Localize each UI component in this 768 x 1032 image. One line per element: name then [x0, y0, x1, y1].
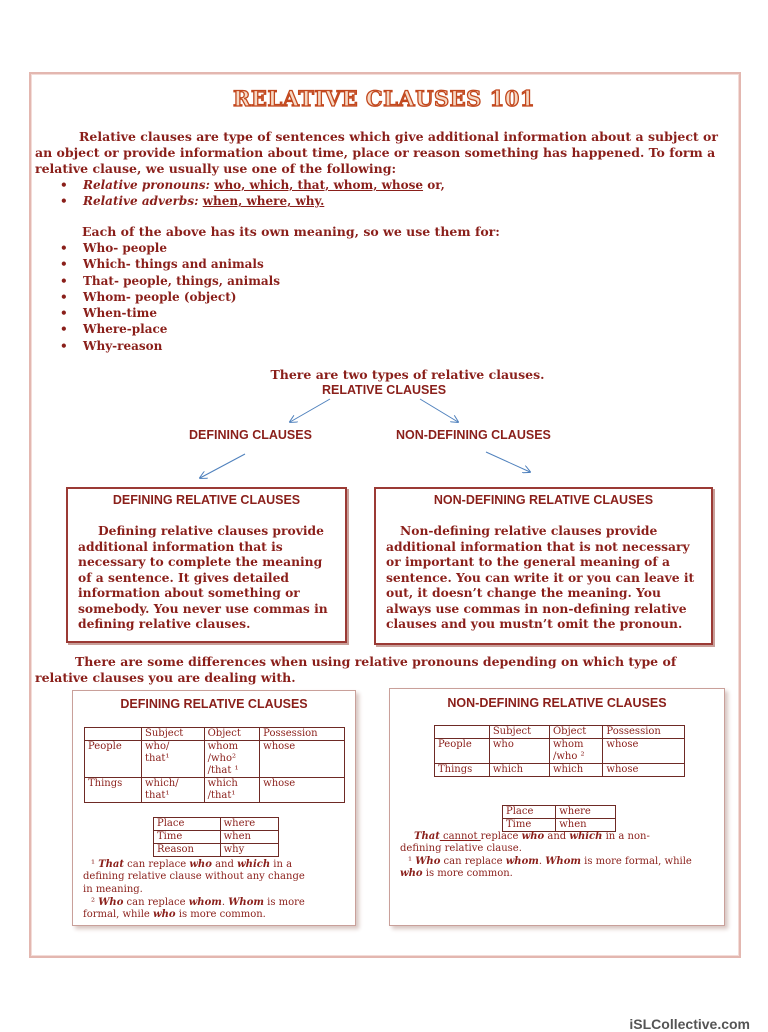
- table-cell: Time: [154, 831, 221, 844]
- nondefining-note: That cannot replace who and which in a non- defining relative clause. ¹ Who can replace whom. Whom is more formal, while who is more common.: [400, 831, 692, 879]
- meanings-intro: Each of the above has its own meaning, so we use them for:: [82, 224, 500, 239]
- text-line: or important to the general meaning of a: [386, 554, 670, 569]
- table-cell: whose: [260, 778, 345, 803]
- differences-paragraph: [35, 654, 740, 686]
- meaning-item: • When-time: [60, 306, 157, 321]
- defining-table-title: DEFINING RELATIVE CLAUSES: [120, 697, 308, 711]
- table-cell: People: [85, 741, 142, 778]
- table-header-cell: Object: [204, 728, 260, 741]
- table-cell: Time: [503, 819, 556, 832]
- table-row: [435, 739, 685, 764]
- nondefining-pronoun-table: [434, 725, 685, 777]
- table-header-cell: [435, 726, 490, 739]
- nondefining-box: [374, 487, 713, 645]
- table-row: [503, 806, 616, 819]
- table-row: [503, 819, 616, 832]
- table-cell: whose: [260, 741, 345, 778]
- table-cell: why: [220, 844, 278, 857]
- defining-pronoun-table: [84, 727, 345, 803]
- nondefining-adverb-table: [502, 805, 616, 832]
- table-cell: where: [556, 806, 616, 819]
- table-cell: who: [489, 739, 549, 764]
- text-line: always use commas in non-defining relative: [386, 600, 687, 616]
- types-right: NON-DEFINING CLAUSES: [396, 428, 551, 442]
- table-cell: Reason: [154, 844, 221, 857]
- text-line: of a sentence. It gives detailed: [78, 569, 290, 585]
- nondefining-table-box: [389, 688, 725, 926]
- arrow-to-nondefining: [420, 399, 458, 422]
- table-cell: Things: [435, 764, 490, 777]
- meaning-item: • Who- people: [60, 241, 167, 255]
- defining-box: [66, 487, 347, 643]
- table-header-cell: Subject: [489, 726, 549, 739]
- table-cell: whose: [603, 764, 685, 777]
- text-line: Non-defining relative clauses provide: [400, 523, 658, 538]
- table-cell: whom /who ²: [549, 739, 602, 764]
- nondefining-table-title: NON-DEFINING RELATIVE CLAUSES: [447, 696, 667, 710]
- differences-line-1: There are some differences when using relative pronouns depending on which type of: [75, 654, 677, 669]
- defining-box-title: DEFINING RELATIVE CLAUSES: [112, 493, 301, 507]
- defining-adverb-table: [153, 817, 279, 857]
- intro-line-1: Relative clauses are type of sentences which give additional information about a subject or: [79, 129, 718, 144]
- table-cell: which/ that¹: [142, 778, 205, 803]
- defining-table-box: [72, 690, 356, 926]
- text-line: sentence. You can write it or you can leave it: [386, 569, 695, 585]
- table-cell: when: [220, 831, 278, 844]
- defining-box-text: [78, 523, 344, 632]
- table-row: [85, 778, 345, 803]
- table-header-cell: Possession: [603, 726, 685, 739]
- table-cell: when: [556, 819, 616, 832]
- table-row: [154, 818, 279, 831]
- text-line: information about something or: [78, 585, 300, 600]
- differences-line-2: relative clauses you are dealing with.: [35, 670, 296, 685]
- nondefining-box-text: [386, 523, 712, 632]
- nondefining-box-title: NON-DEFINING RELATIVE CLAUSES: [433, 493, 654, 507]
- table-header-cell: Subject: [142, 728, 205, 741]
- arrow-to-defining: [290, 399, 330, 422]
- meaning-item: • Where-place: [60, 322, 168, 337]
- defining-note: ¹ That can replace who and which in a defining relative clause without any change in meaning. ² Who can replace whom. Whom is more formal, while who is more common.: [83, 859, 305, 921]
- types-root: RELATIVE CLAUSES: [321, 383, 447, 397]
- text-line: Defining relative clauses provide: [98, 523, 324, 538]
- table-header-cell: Possession: [260, 728, 345, 741]
- table-cell: where: [220, 818, 278, 831]
- intro-line-2: an object or provide information about time, place or reason something has happened. To form a: [35, 145, 716, 160]
- types-sentence: There are two types of relative clauses.: [270, 367, 545, 382]
- types-left: DEFINING CLAUSES: [189, 428, 312, 442]
- table-row: [435, 764, 685, 777]
- table-cell: whose: [603, 739, 685, 764]
- list-item: • Relative pronouns: who, which, that, whom, whose or,: [60, 178, 445, 192]
- table-row: [154, 844, 279, 857]
- text-line: additional information that is: [78, 538, 283, 554]
- table-cell: which: [489, 764, 549, 777]
- table-header-cell: Object: [549, 726, 602, 739]
- list-item: • Relative adverbs: when, where, why.: [60, 194, 325, 209]
- page-title: RELATIVE CLAUSES 101: [232, 86, 535, 111]
- watermark: iSLCollective.com: [629, 1016, 750, 1032]
- text-line: defining relative clauses.: [78, 616, 251, 631]
- table-cell: who/ that¹: [142, 741, 205, 778]
- meaning-item: • Whom- people (object): [60, 289, 237, 304]
- table-header-row: [85, 728, 345, 741]
- arrow-down-left: [200, 454, 245, 478]
- text-line: out, it doesn’t change the meaning. You: [386, 585, 661, 600]
- meaning-item: • That- people, things, animals: [60, 273, 280, 288]
- text-line: somebody. You never use commas in: [78, 600, 328, 616]
- table-cell: whom /who² /that ¹: [204, 741, 260, 778]
- text-line: clauses and you mustn’t omit the pronoun.: [386, 616, 683, 631]
- table-cell: People: [435, 739, 490, 764]
- table-header-cell: [85, 728, 142, 741]
- arrow-down-right: [486, 452, 530, 472]
- table-cell: which: [549, 764, 602, 777]
- text-line: additional information that is not necessary: [386, 538, 690, 554]
- text-line: necessary to complete the meaning: [78, 554, 323, 569]
- table-row: [85, 741, 345, 778]
- table-cell: Place: [503, 806, 556, 819]
- table-cell: Place: [154, 818, 221, 831]
- meaning-item: • Why-reason: [60, 338, 163, 353]
- meaning-item: • Which- things and animals: [60, 257, 264, 272]
- table-header-row: [435, 726, 685, 739]
- table-row: [154, 831, 279, 844]
- intro-line-3: relative clause, we usually use one of the following:: [35, 161, 397, 176]
- table-cell: Things: [85, 778, 142, 803]
- table-cell: which /that¹: [204, 778, 260, 803]
